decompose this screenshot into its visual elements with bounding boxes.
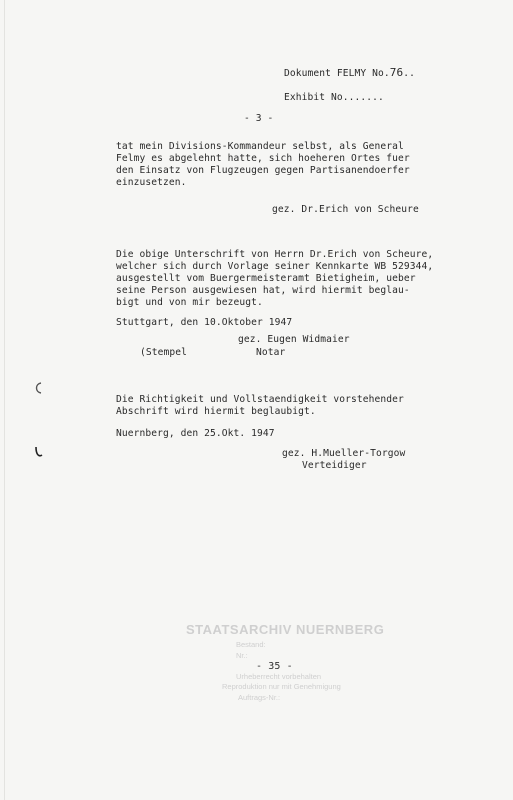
page-marker: - 3 - (244, 113, 274, 124)
paragraph-line: seine Person ausgewiesen hat, wird hiermit beglau- (116, 285, 410, 296)
paragraph-line: Die obige Unterschrift von Herrn Dr.Erich von Scheure, (116, 249, 434, 260)
signature-scheure: gez. Dr.Erich von Scheure (272, 204, 419, 215)
archive-stamp-line: Urheberrecht vorbehalten (236, 672, 322, 681)
paragraph-line: welcher sich durch Vorlage seiner Kennkarte WB 529344, (116, 261, 434, 272)
document-reference: Dokument FELMY No.76.. (284, 66, 415, 79)
defender-signature: gez. H.Mueller-Torgow (282, 448, 406, 459)
paragraph-line: einzusetzen. (116, 177, 187, 188)
document-number: 76 (389, 66, 404, 79)
place-date-nuernberg: Nuernberg, den 25.Okt. 1947 (116, 428, 275, 439)
archive-stamp-line: Auftrags-Nr.: (238, 693, 281, 702)
paragraph-line: bigt und von mir bezeugt. (116, 297, 263, 308)
paragraph-line: Die Richtigkeit und Vollstaendigkeit vorstehender (116, 394, 404, 405)
archive-stamp-title: STAATSARCHIV NUERNBERG (186, 622, 385, 637)
exhibit-line: Exhibit No....... (284, 92, 384, 103)
paragraph-line: den Einsatz von Flugzeugen gegen Partisanendoerfer (116, 165, 410, 176)
page-number: - 35 - (256, 661, 293, 672)
place-date-stuttgart: Stuttgart, den 10.Oktober 1947 (116, 317, 293, 328)
archive-stamp-line: Bestand: (236, 640, 266, 649)
paragraph-line: ausgestellt vom Buergermeisteramt Bietigheim, ueber (116, 273, 416, 284)
paragraph-line: Felmy es abgelehnt hatte, sich hoeheren Ortes fuer (116, 153, 410, 164)
scan-edge (4, 0, 5, 800)
document-label: Dokument FELMY No. (284, 68, 390, 79)
notary-title: Notar (256, 347, 286, 358)
binder-hole-mark (34, 446, 43, 458)
paragraph-line: tat mein Divisions-Kommandeur selbst, als General (116, 141, 404, 152)
archive-stamp-line: Reproduktion nur mit Genehmigung (222, 682, 341, 691)
binder-hole-mark (34, 382, 43, 394)
archive-stamp-line: Nr.: (236, 651, 248, 660)
notary-signature: gez. Eugen Widmaier (238, 334, 350, 345)
paragraph-line: Abschrift wird hiermit beglaubigt. (116, 406, 316, 417)
defender-title: Verteidiger (302, 460, 367, 471)
stamp-note: (Stempel (140, 347, 188, 358)
